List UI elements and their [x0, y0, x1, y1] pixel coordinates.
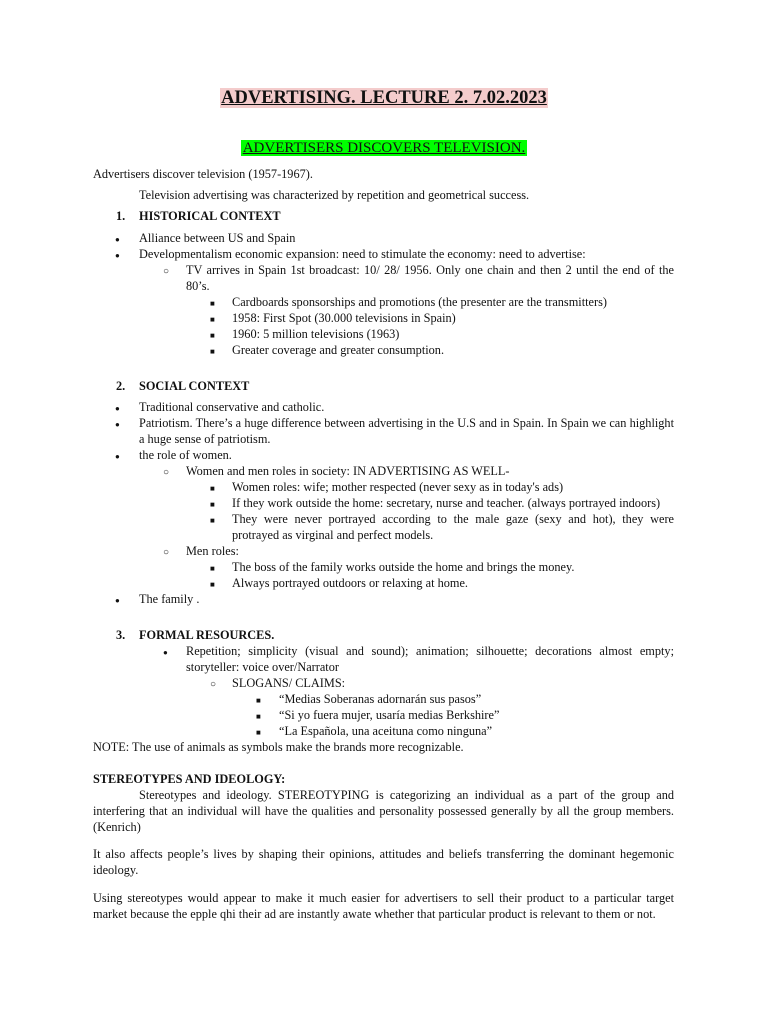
section-1-heading: [93, 208, 674, 224]
list-item: ○ Men roles:: [93, 543, 674, 559]
document-subtitle-text: ADVERTISERS DISCOVERS TELEVISION.: [242, 140, 526, 156]
list-item: ● Developmentalism economic expansion: need to stimulate the economy: need to advertise:: [93, 246, 674, 262]
document-title-text: ADVERTISING. LECTURE 2. 7.02.2023: [221, 88, 547, 108]
list-item: ■ 1958: First Spot (30.000 televisions in Spain): [93, 310, 674, 326]
stereotypes-heading: STEREOTYPES AND IDEOLOGY:: [93, 772, 286, 786]
list-item: ● Repetition; simplicity (visual and sound); animation; silhouette; decorations almost empty; storyteller: voice over/Narrator: [93, 643, 674, 675]
list-item: ■ Women roles: wife; mother respected (never sexy as in today's ads): [93, 479, 674, 495]
intro-line-1: Advertisers discover television (1957-1967).: [93, 167, 313, 181]
list-item: ■ The boss of the family works outside the home and brings the money.: [93, 559, 674, 575]
section-3-number: 3.: [116, 628, 126, 642]
list-item: ● Alliance between US and Spain: [93, 230, 674, 246]
square-bullet-icon: [210, 511, 215, 529]
stereotypes-paragraph-3: Using stereotypes would appear to make it much easier for advertisers to sell their product to a particular target market because the epple qhi their ad are instantly awate whether that particular product is relevant to them or not.: [93, 891, 674, 921]
list-item: ■ Greater coverage and greater consumption.: [93, 342, 674, 358]
list-item: ○ TV arrives in Spain 1st broadcast: 10/ 28/ 1956. Only one chain and then 2 until the end of the 80’s.: [93, 262, 674, 294]
document-title: [0, 86, 768, 110]
note-text: NOTE: The use of animals as symbols make the brands more recognizable.: [93, 740, 464, 754]
list-item: ■ “Si yo fuera mujer, usaría medias Berkshire”: [93, 707, 674, 723]
list-item: ■ “Medias Soberanas adornarán sus pasos”: [93, 691, 674, 707]
square-bullet-icon: [256, 723, 261, 741]
list-item: ■ If they work outside the home: secretary, nurse and teacher. (always portrayed indoors): [93, 495, 674, 511]
list-item: ■ Cardboards sponsorships and promotions (the presenter are the transmitters): [93, 294, 674, 310]
section-2-list: [93, 399, 674, 607]
bullet-icon: [163, 643, 168, 661]
section-3-list: [93, 643, 674, 739]
list-item: ■ “La Española, una aceituna como ninguna”: [93, 723, 674, 739]
stereotypes-paragraph-2: It also affects people’s lives by shaping their opinions, attitudes and beliefs transferring the dominant hegemonic ideology.: [93, 847, 674, 877]
section-1-heading-text: HISTORICAL CONTEXT: [139, 209, 281, 223]
intro-line-2: Television advertising was characterized by repetition and geometrical success.: [139, 188, 530, 202]
list-item: ■ Always portrayed outdoors or relaxing at home.: [93, 575, 674, 591]
document-subtitle: [0, 138, 768, 158]
list-item: ● Patriotism. There’s a huge difference between advertising in the U.S and in Spain. In Spain we can highlight a huge sense of patriotism.: [93, 415, 674, 447]
list-item: ■ 1960: 5 million televisions (1963): [93, 326, 674, 342]
section-1-number: 1.: [116, 209, 126, 223]
square-bullet-icon: [210, 342, 215, 360]
list-item: ● The family .: [93, 591, 674, 607]
list-item: ○ Women and men roles in society: IN ADVERTISING AS WELL-: [93, 463, 674, 479]
list-item: ● Traditional conservative and catholic.: [93, 399, 674, 415]
circle-bullet-icon: [163, 262, 169, 280]
section-3-heading-text: FORMAL RESOURCES.: [139, 628, 275, 642]
section-3-heading: [93, 627, 674, 643]
list-item: ○ SLOGANS/ CLAIMS:: [93, 675, 674, 691]
section-1-list: [93, 230, 674, 358]
stereotypes-paragraph-1: Stereotypes and ideology. STEREOTYPING is categorizing an individual as a part of the group and interfering that an individual will have the qualities and personality possessed generally by all the group members. (Kenrich): [93, 788, 674, 834]
section-2-number: 2.: [116, 379, 126, 393]
list-item: ■ They were never portrayed according to the male gaze (sexy and hot), they were protrayed as virginal and perfect models.: [93, 511, 674, 543]
section-2-heading: [93, 378, 674, 394]
bullet-icon: [115, 415, 120, 433]
list-item: ● the role of women.: [93, 447, 674, 463]
document-body: [93, 166, 674, 922]
bullet-icon: [115, 591, 120, 609]
section-2-heading-text: SOCIAL CONTEXT: [139, 379, 250, 393]
